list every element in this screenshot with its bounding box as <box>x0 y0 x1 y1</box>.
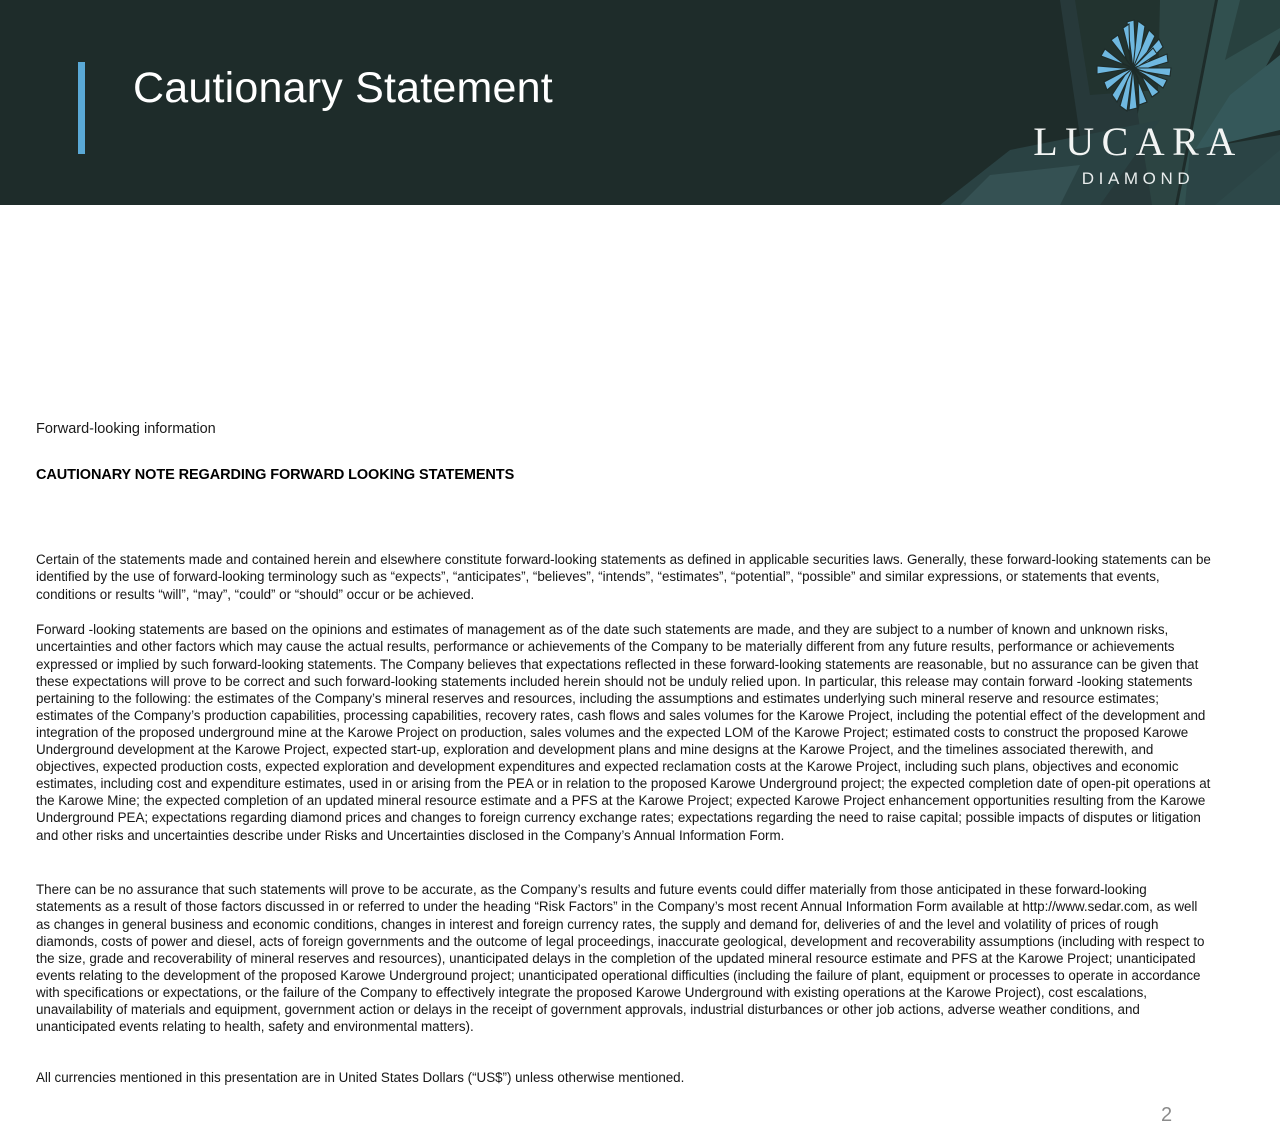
logo-wordmark: LUCARA <box>1033 119 1243 164</box>
lucara-diamond-burst-icon <box>1079 18 1189 122</box>
paragraph-4-currency-note: All currencies mentioned in this presentation are in United States Dollars (“US$”) unless otherwise mentioned. <box>36 1070 685 1086</box>
logo-subtitle: DIAMOND <box>1081 169 1195 188</box>
title-accent-bar <box>78 62 85 154</box>
forward-looking-label: Forward-looking information <box>36 421 216 437</box>
section-heading: CAUTIONARY NOTE REGARDING FORWARD LOOKING STATEMENTS <box>36 467 515 483</box>
page-number: 2 <box>1161 1104 1173 1126</box>
slide-header <box>0 0 1280 205</box>
slide-body <box>0 205 1280 1126</box>
paragraph-3: There can be no assurance that such statements will prove to be accurate, as the Company’s results and future events could differ materially from those anticipated in these forward-looking statements as a result of those factors discussed in or referred to under the heading “Risk Factors” in the Company’s most recent Annual Information Form available at http://www.sedar.com, as well as changes in general business and economic conditions, changes in interest and foreign currency rates, the supply and demand for, deliveries of and the level and volatility of prices of rough diamonds, costs of power and diesel, acts of foreign governments and the outcome of legal proceedings, inaccurate geological, development and recoverability assumptions (including with respect to the size, grade and recoverability of mineral reserves and resources), unanticipated delays in the completion of the updated mineral resource estimate and PFS at the Karowe Project; unanticipated events relating to the development of the proposed Karowe Underground project; unanticipated operational difficulties (including the failure of plant, equipment or processes to operate in accordance with specifications or expectations, or the failure of the Company to effectively integrate the proposed Karowe Underground with existing operations at the Karowe Project), cost escalations, unavailability of materials and equipment, government action or delays in the receipt of government approvals, industrial disturbances or other job actions, adverse weather conditions, and unanticipated events relating to health, safety and environmental matters). <box>36 882 1205 1035</box>
lucara-logo <box>1022 18 1254 193</box>
page-title: Cautionary Statement <box>133 64 553 112</box>
paragraph-1: Certain of the statements made and contained herein and elsewhere constitute forward-looking statements as defined in applicable securities laws. Generally, these forward-looking statements can be identified by the use of forward-looking terminology such as “expects”, “anticipates”, “believes”, “intends”, “estimates”, “potential”, “possible” and similar expressions, or statements that events, conditions or results “will”, “may”, “could” or “should” occur or be achieved. <box>36 552 1211 602</box>
paragraph-2: Forward -looking statements are based on the opinions and estimates of management as of the date such statements are made, and they are subject to a number of known and unknown risks, uncertainties and other factors which may cause the actual results, performance or achievements of the Company to be materially different from any future results, performance or achievements expressed or implied by such forward-looking statements. The Company believes that expectations reflected in these forward-looking statements are reasonable, but no assurance can be given that these expectations will prove to be correct and such forward-looking statements included herein should not be unduly relied upon. In particular, this release may contain forward -looking statements pertaining to the following: the estimates of the Company’s mineral reserves and resources, including the assumptions and estimates underlying such mineral reserve and resource estimates; estimates of the Company’s production capabilities, processing capabilities, recovery rates, cash flows and sales volumes for the Karowe Project, including the potential effect of the development and integration of the proposed underground mine at the Karowe Project on production, sales volumes and the expected LOM of the Karowe Project; estimated costs to construct the proposed Karowe Underground development at the Karowe Project, expected start-up, exploration and development plans and mine designs at the Karowe Project, and the timelines associated therewith, and objectives, expected production costs, expected exploration and development expenditures and expected reclamation costs at the Karowe Project, including such plans, objectives and economic estimates, including cost and expenditure estimates, used in or arising from the PEA or in relation to the proposed Karowe Underground project; the expected completion date of open-pit operations at the Karowe Mine; the expected completion of an updated mineral resource estimate and a PFS at the Karowe Project; expected Karowe Project enhancement opportunities resulting from the Karowe Underground PEA; expectations regarding diamond prices and changes to foreign currency exchange rates; expectations regarding the need to raise capital; possible impacts of disputes or litigation and other risks and uncertainties describe under Risks and Uncertainties disclosed in the Company’s Annual Information Form. <box>36 622 1211 843</box>
